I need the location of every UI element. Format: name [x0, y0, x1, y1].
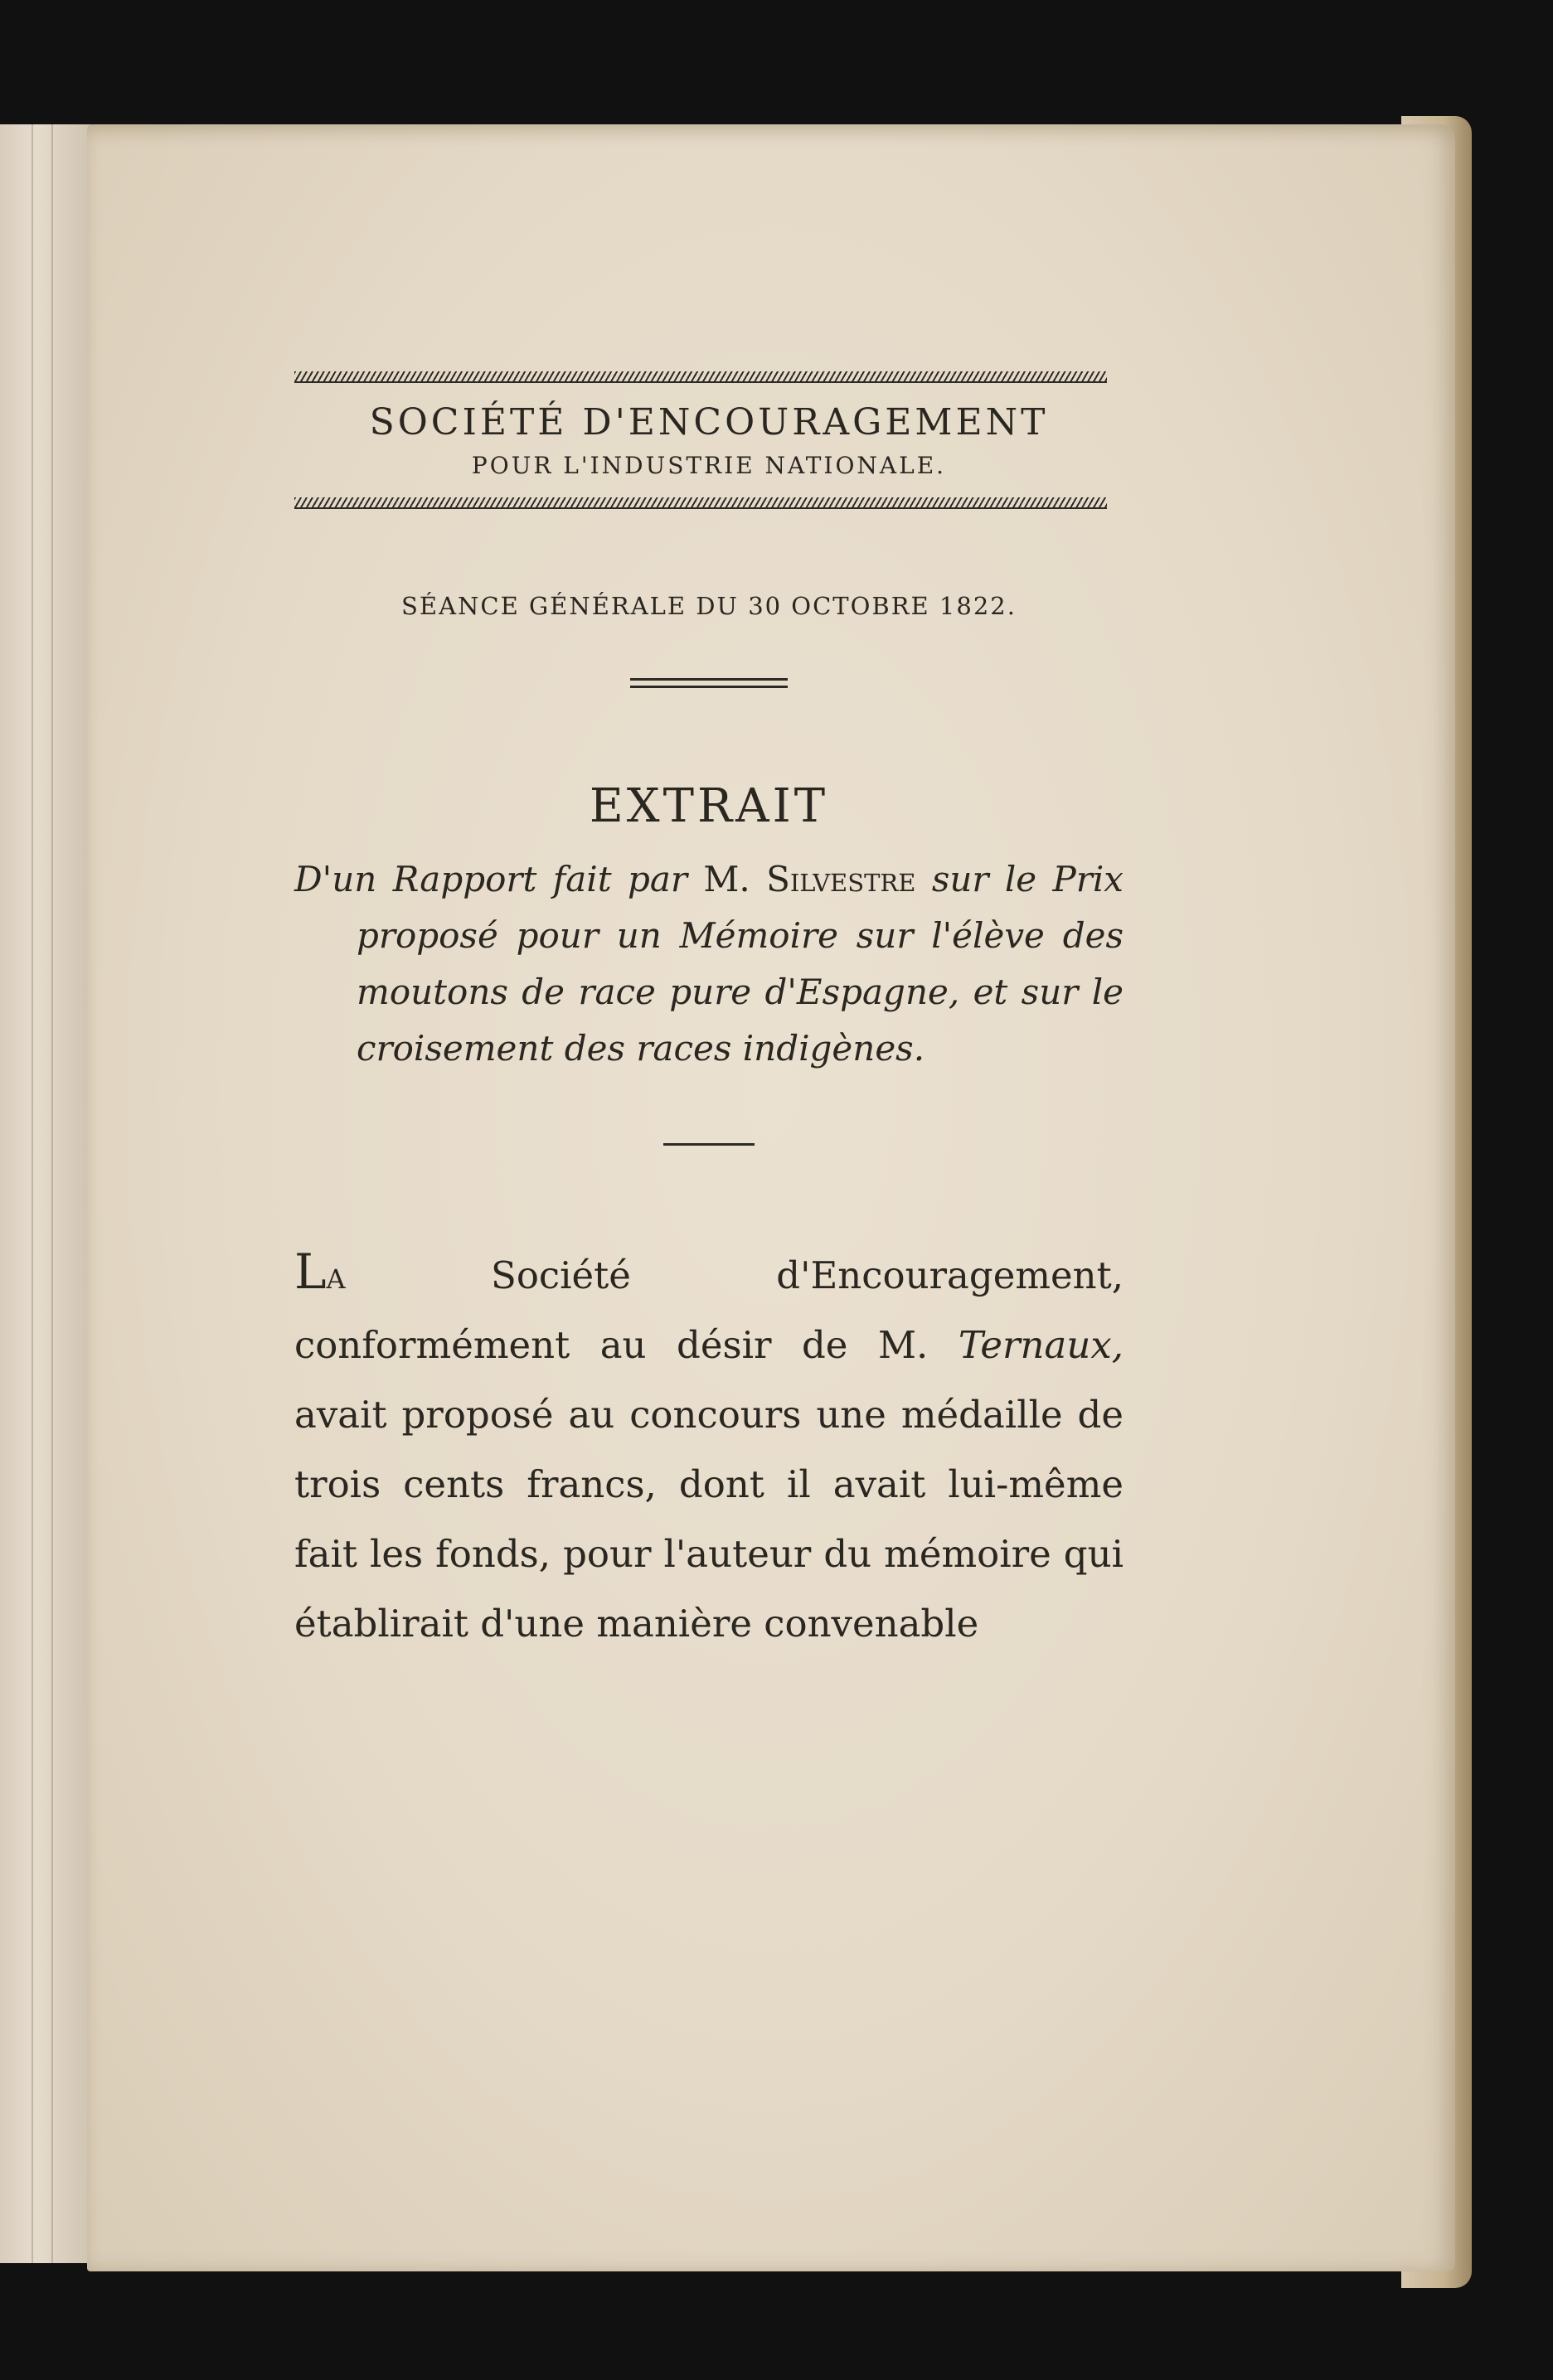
society-subtitle: POUR L'INDUSTRIE NATIONALE.	[471, 452, 947, 479]
double-rule-divider	[630, 678, 788, 688]
section-title: EXTRAIT	[589, 779, 829, 833]
page-content	[294, 365, 1123, 1659]
summary-before: D'un Rapport fait par	[294, 859, 687, 899]
author-name: M. Silvestre	[703, 859, 916, 899]
ornamental-rule-top	[294, 371, 1107, 383]
session-line: SÉANCE GÉNÉRALE DU 30 OCTOBRE 1822.	[401, 592, 1017, 620]
italic-name: Ternaux,	[958, 1323, 1123, 1367]
ornamental-rule-bottom	[294, 497, 1107, 509]
summary-after: sur le Prix proposé pour un Mémoire sur l'élève des moutons de race pure d'Espagne, et sur le croisement des races indigènes.	[357, 859, 1123, 1069]
society-title: SOCIÉTÉ D'ENCOURAGEMENT	[369, 401, 1049, 444]
small-caps-letter: a	[326, 1253, 346, 1297]
facing-page-edge	[0, 124, 91, 2263]
binding-crease	[51, 124, 53, 2263]
drop-capital: L	[294, 1243, 327, 1300]
body-text-part2: avait proposé au concours une médaille de trois cents francs, dont il avait lui-même fait les fonds, pour l'auteur du mémoire qui établirait d'une manière convenable	[294, 1393, 1123, 1646]
body-paragraph	[294, 1237, 1123, 1659]
short-rule-divider	[663, 1143, 755, 1146]
binding-crease	[32, 124, 33, 2263]
body-text-part1: Société d'Encouragement, conformément au désir de M.	[294, 1253, 1123, 1367]
report-summary	[294, 851, 1123, 1077]
